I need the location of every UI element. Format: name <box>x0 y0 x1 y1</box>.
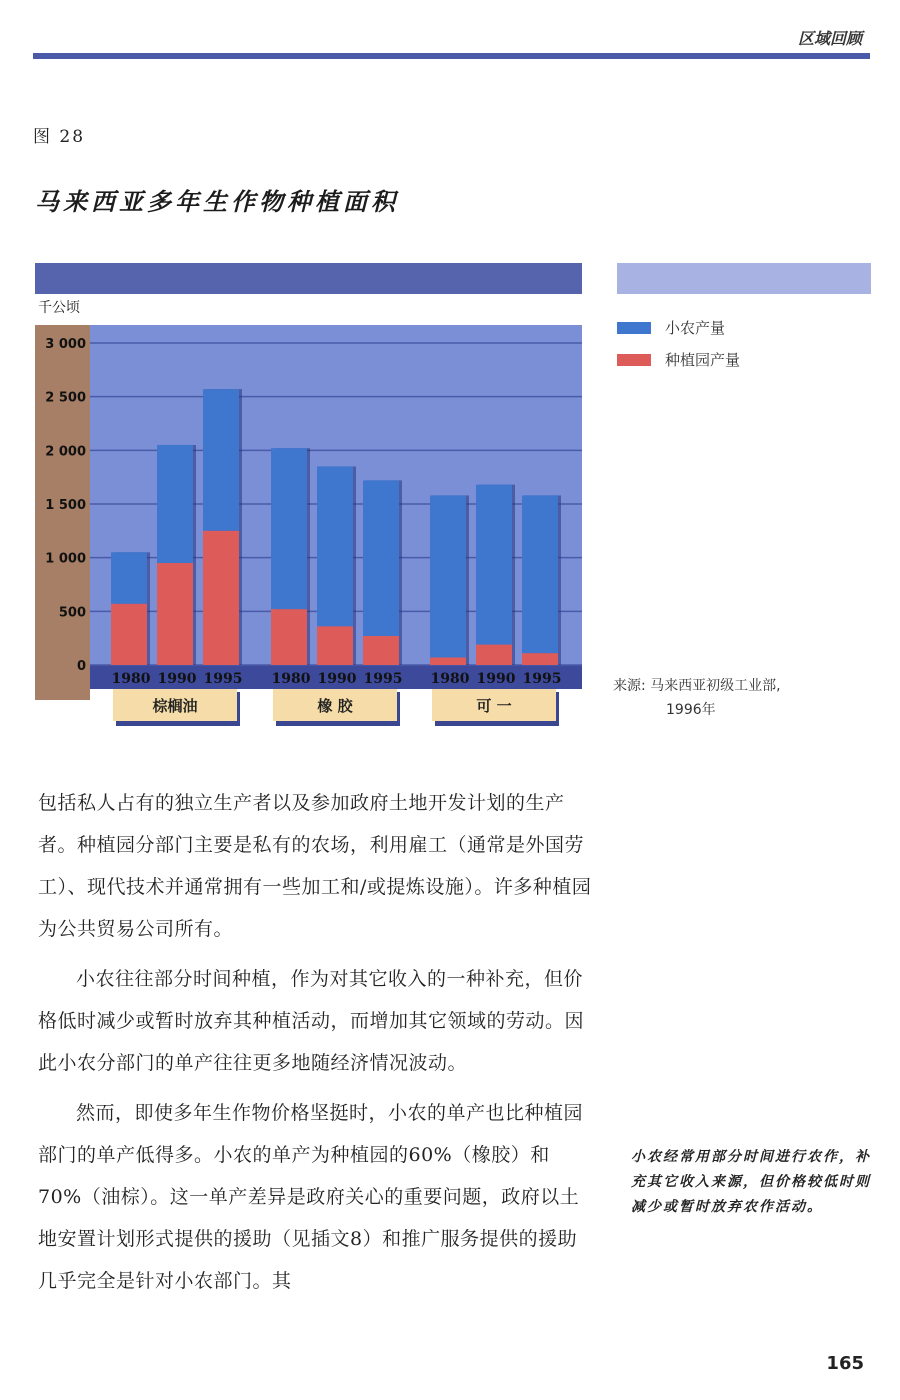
bar-smallholder <box>430 495 466 657</box>
x-tick-label: 1980 <box>271 671 311 687</box>
legend-swatch-plantation <box>617 354 651 366</box>
x-tick-label: 1995 <box>522 671 562 687</box>
section-title: 区域回顾 <box>797 29 862 48</box>
x-tick-label: 1990 <box>317 671 357 687</box>
figure-label: 图 28 <box>33 127 86 147</box>
x-tick-label: 1990 <box>157 671 197 687</box>
y-tick-label: 3 000 <box>45 337 86 352</box>
bar-plantation <box>271 609 307 665</box>
legend-label-plantation: 种植园产量 <box>665 351 741 369</box>
bar-plantation <box>522 653 558 665</box>
bar-smallholder <box>271 448 307 609</box>
bar-smallholder <box>363 480 399 636</box>
x-tick-label: 1990 <box>476 671 516 687</box>
y-tick-label: 0 <box>76 659 86 674</box>
page-number: 165 <box>826 1353 864 1374</box>
source-line-1: 来源: 马来西亚初级工业部, <box>613 678 781 694</box>
bar-smallholder <box>203 389 239 531</box>
bar-plantation <box>111 604 147 665</box>
bar-plantation <box>157 563 193 665</box>
source-note <box>613 674 781 722</box>
bar-smallholder <box>111 552 147 604</box>
legend-item-plantation <box>617 349 877 371</box>
bar-plantation <box>363 636 399 665</box>
bar-plantation <box>317 626 353 665</box>
bar-plantation <box>430 657 466 665</box>
legend-swatch-smallholder <box>617 322 651 334</box>
margin-note: 小农经常用部分时间进行农作，补充其它收入来源，但价格较低时则减少或暂时放弃农作活动。 <box>631 1149 871 1215</box>
y-axis-label: 千公顷 <box>38 300 80 316</box>
x-tick-label: 1980 <box>430 671 470 687</box>
group-label: 棕榈油 <box>152 697 198 715</box>
legend-label-smallholder: 小农产量 <box>665 319 726 337</box>
paragraph-2: 小农往往部分时间种植，作为对其它收入的一种补充，但价格低时减少或暂时放弃其种植活动，而增加其它领域的劳动。因此小农分部门的单产往往更多地随经济情况波动。 <box>38 968 585 1074</box>
group-label: 橡 胶 <box>317 697 353 715</box>
y-tick-label: 1 500 <box>45 498 86 513</box>
x-tick-label: 1995 <box>363 671 403 687</box>
legend-item-smallholder <box>617 317 877 339</box>
bar-plantation <box>203 531 239 665</box>
bar-smallholder <box>157 445 193 563</box>
y-tick-label: 1 000 <box>45 551 86 567</box>
bar-smallholder <box>522 495 558 653</box>
x-tick-label: 1995 <box>203 671 243 687</box>
figure-title: 马来西亚多年生作物种植面积 <box>35 188 399 216</box>
bar-smallholder <box>476 485 512 645</box>
x-tick-label: 1980 <box>111 671 151 687</box>
y-tick-label: 2 000 <box>45 444 86 460</box>
paragraph-1: 包括私人占有的独立生产者以及参加政府土地开发计划的生产者。种植园分部门主要是私有的农场，利用雇工（通常是外国劳工）、现代技术并通常拥有一些加工和/或提炼设施）。许多种植园为公共贸易公司所有。 <box>38 792 592 940</box>
group-label: 可 一 <box>476 697 512 715</box>
paragraph-3: 然而，即使多年生作物价格坚挺时，小农的单产也比种植园部门的单产低得多。小农的单产为种植园的60%（橡胶）和70%（油棕）。这一单产差异是政府关心的重要问题，政府以土地安置计划形式提供的援助（见插文8）和推广服务提供的援助几乎完全是针对小农部门。其 <box>38 1102 584 1292</box>
source-line-2: 1996年 <box>666 702 716 718</box>
bar-smallholder <box>317 466 353 626</box>
body-text <box>38 782 593 1310</box>
bar-plantation <box>476 645 512 665</box>
y-tick-label: 500 <box>58 605 86 621</box>
y-tick-label: 2 500 <box>45 390 86 406</box>
